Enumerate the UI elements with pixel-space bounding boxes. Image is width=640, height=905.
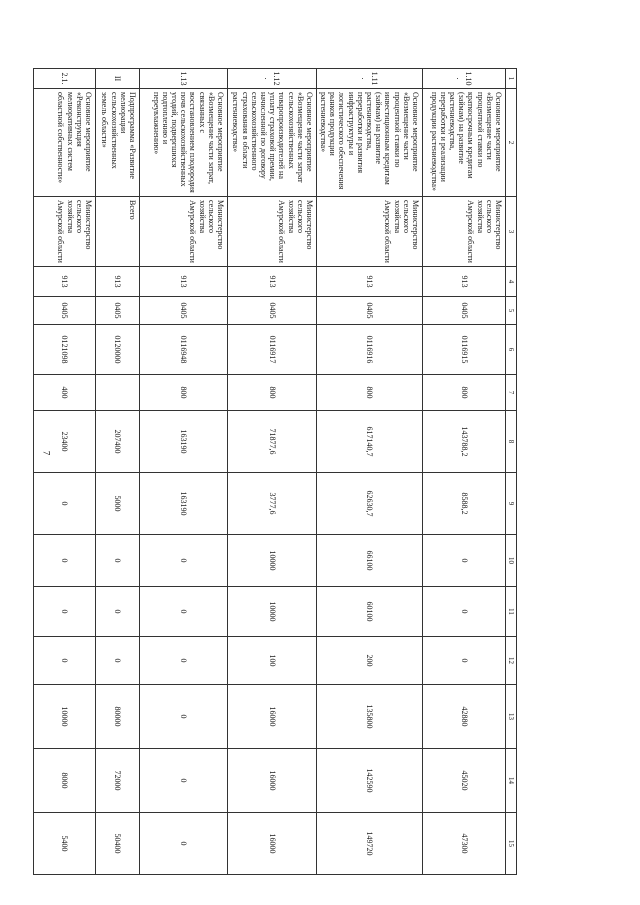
- row-number: 1.12.: [227, 69, 316, 89]
- cell-col-12: 100: [227, 637, 316, 685]
- cell-col-13: 80000: [95, 685, 139, 749]
- cell-col-12: 0: [95, 637, 139, 685]
- cell-col-10: 0: [95, 535, 139, 587]
- measure-name: Подпрограмма «Развитие мелиорации сельскохозяйственных земель области»: [95, 89, 139, 197]
- table-row: [227, 69, 316, 875]
- cell-col-10: 0: [139, 535, 227, 587]
- column-number: 1: [506, 69, 517, 89]
- cell-col-9: 0: [33, 473, 95, 535]
- table-row: [423, 69, 506, 875]
- cell-col-4: 913: [316, 267, 422, 297]
- row-number: II: [95, 69, 139, 89]
- cell-col-7: 800: [423, 375, 506, 411]
- cell-col-11: 0: [33, 587, 95, 637]
- table-row: [316, 69, 422, 875]
- cell-col-4: 913: [33, 267, 95, 297]
- measure-name: Основное мероприятие «Возмещение части процентной ставки по краткосрочным кредитам (займам) на развитие растениеводства, переработки и реализации продукции растениеводства»: [423, 89, 506, 197]
- cell-col-5: 0405: [139, 297, 227, 325]
- cell-col-15: 5400: [33, 813, 95, 875]
- cell-col-4: 913: [139, 267, 227, 297]
- column-number: 11: [506, 587, 517, 637]
- cell-col-12: 0: [423, 637, 506, 685]
- measure-name: Основное мероприятие «Возмещение части затрат сельскохозяйственных товаропроизводителей на уплату страховой премии, начисленной по договору сельскохозяйственного страхования в области растениеводства»: [227, 89, 316, 197]
- column-number: 9: [506, 473, 517, 535]
- cell-col-14: 45020: [423, 749, 506, 813]
- cell-col-7: 800: [316, 375, 422, 411]
- cell-col-15: 149720: [316, 813, 422, 875]
- cell-col-8: 23400: [33, 411, 95, 473]
- cell-col-10: 66100: [316, 535, 422, 587]
- cell-col-5: 0405: [95, 297, 139, 325]
- column-number: 4: [506, 267, 517, 297]
- executor: Всего: [95, 197, 139, 267]
- page-number: 7: [41, 450, 52, 456]
- cell-col-11: 0: [95, 587, 139, 637]
- cell-col-13: 0: [139, 685, 227, 749]
- cell-col-5: 0405: [227, 297, 316, 325]
- cell-col-7: 800: [227, 375, 316, 411]
- cell-col-5: 0405: [316, 297, 422, 325]
- cell-col-8: 163190: [139, 411, 227, 473]
- cell-col-12: 0: [139, 637, 227, 685]
- cell-col-10: 10000: [227, 535, 316, 587]
- cell-col-14: 72000: [95, 749, 139, 813]
- cell-col-15: 50400: [95, 813, 139, 875]
- cell-col-10: 0: [33, 535, 95, 587]
- measure-name: Основное мероприятие «Возмещение части затрат, связанных с восстановлением плодородия почв сельскохозяйственных угодий, подвергшихся подтоплению и переувлажнению»: [139, 89, 227, 197]
- column-number: 15: [506, 813, 517, 875]
- cell-col-7: 400: [33, 375, 95, 411]
- budget-table: [33, 68, 517, 875]
- budget-table-sheet: [56, 68, 517, 874]
- cell-col-9: 5000: [95, 473, 139, 535]
- cell-col-12: 200: [316, 637, 422, 685]
- cell-col-8: 71877,6: [227, 411, 316, 473]
- cell-col-11: 10000: [227, 587, 316, 637]
- cell-col-10: 0: [423, 535, 506, 587]
- cell-col-7: [95, 375, 139, 411]
- cell-col-11: 0: [423, 587, 506, 637]
- cell-col-14: 8000: [33, 749, 95, 813]
- cell-col-14: 0: [139, 749, 227, 813]
- cell-col-4: 913: [227, 267, 316, 297]
- cell-col-6: 0120000: [95, 325, 139, 375]
- executor: Министерство сельского хозяйства Амурской области: [227, 197, 316, 267]
- executor: Министерство сельского хозяйства Амурской области: [33, 197, 95, 267]
- cell-col-6: 0116948: [139, 325, 227, 375]
- cell-col-5: 0405: [33, 297, 95, 325]
- column-number: 10: [506, 535, 517, 587]
- cell-col-4: 913: [95, 267, 139, 297]
- column-number: 12: [506, 637, 517, 685]
- cell-col-14: 142590: [316, 749, 422, 813]
- cell-col-6: 0116917: [227, 325, 316, 375]
- row-number: 1.10.: [423, 69, 506, 89]
- column-number: 13: [506, 685, 517, 749]
- cell-col-8: 207400: [95, 411, 139, 473]
- cell-col-9: 163190: [139, 473, 227, 535]
- table-row: [139, 69, 227, 875]
- measure-name: Основное мероприятие «Возмещение части процентной ставки по инвестиционным кредитам (займам) на развитие растениеводства, переработки и развития инфраструктуры и логистического обеспечения рынков продукции растениеводства»: [316, 89, 422, 197]
- cell-col-15: 47300: [423, 813, 506, 875]
- cell-col-6: 0121098: [33, 325, 95, 375]
- row-number: 1.11.: [316, 69, 422, 89]
- cell-col-14: 16000: [227, 749, 316, 813]
- cell-col-13: 16000: [227, 685, 316, 749]
- column-number: 14: [506, 749, 517, 813]
- cell-col-13: 10000: [33, 685, 95, 749]
- column-number: 7: [506, 375, 517, 411]
- cell-col-12: 0: [33, 637, 95, 685]
- row-number: 1.13: [139, 69, 227, 89]
- column-number: 2: [506, 89, 517, 197]
- cell-col-5: 0405: [423, 297, 506, 325]
- column-number: 3: [506, 197, 517, 267]
- cell-col-13: 135800: [316, 685, 422, 749]
- cell-col-6: 0116916: [316, 325, 422, 375]
- cell-col-8: 143788,2: [423, 411, 506, 473]
- cell-col-8: 617140,7: [316, 411, 422, 473]
- cell-col-4: 913: [423, 267, 506, 297]
- executor: Министерство сельского хозяйства Амурской области: [139, 197, 227, 267]
- cell-col-9: 8588,2: [423, 473, 506, 535]
- cell-col-15: 0: [139, 813, 227, 875]
- measure-name: Основное мероприятие «Реконструкция мелиоративных систем областной собственности»: [33, 89, 95, 197]
- executor: Министерство сельского хозяйства Амурской области: [316, 197, 422, 267]
- row-number: 2.1.: [33, 69, 95, 89]
- column-number: 8: [506, 411, 517, 473]
- executor: Министерство сельского хозяйства Амурской области: [423, 197, 506, 267]
- column-number: 6: [506, 325, 517, 375]
- column-number-row: [506, 69, 517, 875]
- table-row: [95, 69, 139, 875]
- cell-col-13: 42880: [423, 685, 506, 749]
- cell-col-9: 3777,6: [227, 473, 316, 535]
- cell-col-9: 62630,7: [316, 473, 422, 535]
- cell-col-11: 60100: [316, 587, 422, 637]
- cell-col-7: 800: [139, 375, 227, 411]
- cell-col-11: 0: [139, 587, 227, 637]
- cell-col-15: 16000: [227, 813, 316, 875]
- cell-col-6: 0116915: [423, 325, 506, 375]
- column-number: 5: [506, 297, 517, 325]
- table-row: [33, 69, 95, 875]
